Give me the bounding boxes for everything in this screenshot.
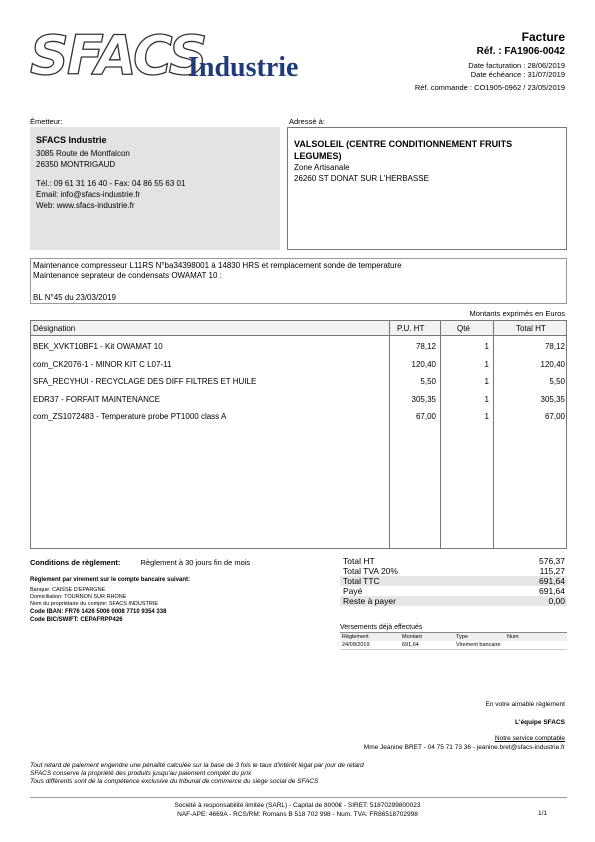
emetteur-email: Email: info@sfacs-industrie.fr <box>36 190 141 199</box>
total-label: Reste à payer <box>343 596 396 606</box>
col-divider <box>440 321 441 548</box>
legal-line3: Tous différents sont de la compétence exclusive du tribunal de commerce du siège social de SFACS <box>30 778 319 785</box>
table-header <box>31 321 566 336</box>
total-row <box>340 576 567 586</box>
invoice-header <box>415 30 565 92</box>
virement-label: Règlement par virement sur le compte bancaire suivant: <box>30 577 191 583</box>
row-pu: 5,50 <box>420 377 436 386</box>
total-value: 691,64 <box>539 576 565 586</box>
lines-table <box>30 320 567 549</box>
row-total: 305,35 <box>540 394 565 404</box>
destinataire-box <box>287 127 567 250</box>
company-logo <box>30 24 320 87</box>
row-total: 67,00 <box>544 412 565 421</box>
conditions-block <box>30 558 250 624</box>
destinataire-address2: 26260 ST DONAT SUR L'HERBASSE <box>294 174 429 183</box>
versements-title: Versements déjà effectués <box>340 624 567 633</box>
row-pu: 120,40 <box>411 359 436 369</box>
contact: Mme Jeanine BRET - 04 75 71 73 36 - jeanine.bret@sfacs-industrie.fr <box>363 744 565 751</box>
total-label: Payé <box>343 586 363 596</box>
total-value: 691,64 <box>539 586 565 596</box>
emetteur-address1: 3085 Route de Montfalcon <box>36 149 130 158</box>
logo-word: Industrie <box>188 52 299 83</box>
description-line1: Maintenance compresseur L11RS N°ba34398001 à 14830 HRS et remplacement sonde de temperature <box>33 261 402 270</box>
total-label: Total HT <box>343 556 375 566</box>
description-line3: BL N°45 du 23/03/2019 <box>33 293 116 302</box>
total-row <box>340 586 567 596</box>
row-pu: 305,35 <box>411 394 436 404</box>
legal-notes <box>30 762 364 786</box>
header-qte: Qté <box>457 324 470 333</box>
description-line2: Maintenance seprateur de condensats OWAMAT 10 : <box>33 271 222 280</box>
invoice-ref: Réf. : FA1906-0042 <box>476 46 565 57</box>
header-pu: P.U. HT <box>397 324 425 333</box>
row-designation: EDR37 - FORFAIT MAINTENANCE <box>33 394 160 404</box>
total-value: 0,00 <box>548 596 565 606</box>
conditions-value: Règlement à 30 jours fin de mois <box>140 558 251 567</box>
service: Notre service comptable <box>494 735 565 742</box>
col-divider <box>389 321 390 548</box>
emetteur-address2: 26350 MONTRIGAUD <box>36 160 116 169</box>
row-pu: 78,12 <box>415 342 436 351</box>
vers-header-montant: Montant <box>402 634 422 640</box>
row-qte: 1 <box>484 394 489 404</box>
destinataire-label: Adressé à: <box>289 117 325 126</box>
legal-line1: Tout retard de paiement engendre une pénalité calculée sur la base de 3 fois le taux d'intérêt légal par jour de retard <box>30 762 364 769</box>
versements-block <box>340 624 567 650</box>
invoice-description <box>30 258 567 304</box>
row-designation: com_CK2076-1 - MINOR KIT C L07-11 <box>33 359 172 369</box>
vers-header-reglement: Règlement <box>342 634 369 640</box>
row-qte: 1 <box>484 412 489 421</box>
emetteur-label: Émetteur: <box>30 117 63 126</box>
conditions-label: Conditions de règlement: <box>30 558 121 567</box>
total-value: 115,27 <box>539 566 565 576</box>
versement-row <box>340 641 567 650</box>
legal-line2: SFACS conserve la propriété des produits jusqu'au paiement complet du prix <box>30 770 252 777</box>
total-row <box>340 596 567 606</box>
footer-line2: NAF-APE: 4669A - RCS/RM: Romans B 518 702 998 - Num. TVA: FR86518702998 <box>177 811 418 818</box>
total-label: Total TTC <box>343 576 380 586</box>
row-qte: 1 <box>484 342 489 351</box>
total-label: Total TVA 20% <box>343 566 398 576</box>
date-echeance: Date échéance : 31/07/2019 <box>470 70 565 79</box>
vers-header-type: Type <box>456 634 468 640</box>
versements-header <box>340 633 567 641</box>
montants-note: Montants exprimés en Euros <box>469 309 565 318</box>
destinataire-name1: VALSOLEIL (CENTRE CONDITIONNEMENT FRUITS <box>294 139 513 149</box>
emetteur-web: Web: www.sfacs-industrie.fr <box>36 201 135 210</box>
emetteur-tel: Tél.: 09 61 31 16 40 - Fax: 04 86 55 63 01 <box>36 179 186 188</box>
destinataire-name2: LEGUMES) <box>294 151 342 161</box>
row-qte: 1 <box>484 377 489 386</box>
row-pu: 67,00 <box>415 412 436 421</box>
footer-line1: Société à responsabilité limitée (SARL) - Capital de 8000€ - SIRET: 51870299800023 <box>174 802 421 809</box>
totals-block <box>340 556 567 606</box>
header-designation: Désignation <box>33 324 76 333</box>
ref-commande: Réf. commande : CO1905-0962 / 23/05/2019 <box>414 83 565 92</box>
row-total: 78,12 <box>544 342 565 351</box>
banque: Banque: CAISSE D'EPARGNE <box>30 587 106 593</box>
proprietaire: Nom du propriétaire du compte: SFACS INDUSTRIE <box>30 601 159 607</box>
logo-brand: SFACS <box>30 24 206 87</box>
row-designation: SFA_RECYHUI - RECYCLAGE DES DIFF FILTRES ET HUILE <box>33 377 257 386</box>
destinataire-address1: Zone Artisanale <box>294 163 350 172</box>
total-value: 576,37 <box>539 556 565 566</box>
invoice-title: Facture <box>521 30 565 44</box>
page-number: 1/1 <box>537 810 547 817</box>
total-row <box>340 566 567 576</box>
vers-type: Virement bancaire <box>456 642 501 648</box>
total-row <box>340 556 567 566</box>
footer-divider <box>30 797 567 798</box>
row-total: 5,50 <box>549 377 565 386</box>
date-facturation: Date facturation : 28/06/2019 <box>468 61 565 70</box>
equipe: L'équipe SFACS <box>515 719 565 726</box>
domiciliation: Domiciliation: TOURNON SUR RHONE <box>30 594 127 600</box>
iban: Code IBAN: FR76 1426 5006 0008 7710 9354 338 <box>30 609 167 615</box>
col-divider <box>493 321 494 548</box>
emetteur-name: SFACS Industrie <box>36 135 107 145</box>
row-total: 120,40 <box>540 359 565 369</box>
emetteur-box <box>30 127 280 250</box>
row-designation: BEK_XVKT10BF1 - Kit OWAMAT 10 <box>33 342 163 351</box>
header-total: Total HT <box>516 324 546 333</box>
vers-montant: 691,64 <box>402 642 419 648</box>
vers-header-num: Num <box>507 634 519 640</box>
salutation: En votre aimable règlement <box>485 701 565 708</box>
row-designation: com_ZS1072483 - Temperature probe PT1000 class A <box>33 412 227 421</box>
footer <box>0 801 595 819</box>
row-qte: 1 <box>484 359 489 369</box>
bic: Code BIC/SWIFT: CEPAFRPP426 <box>30 617 123 623</box>
vers-reglement: 24/09/2019 <box>342 642 370 648</box>
